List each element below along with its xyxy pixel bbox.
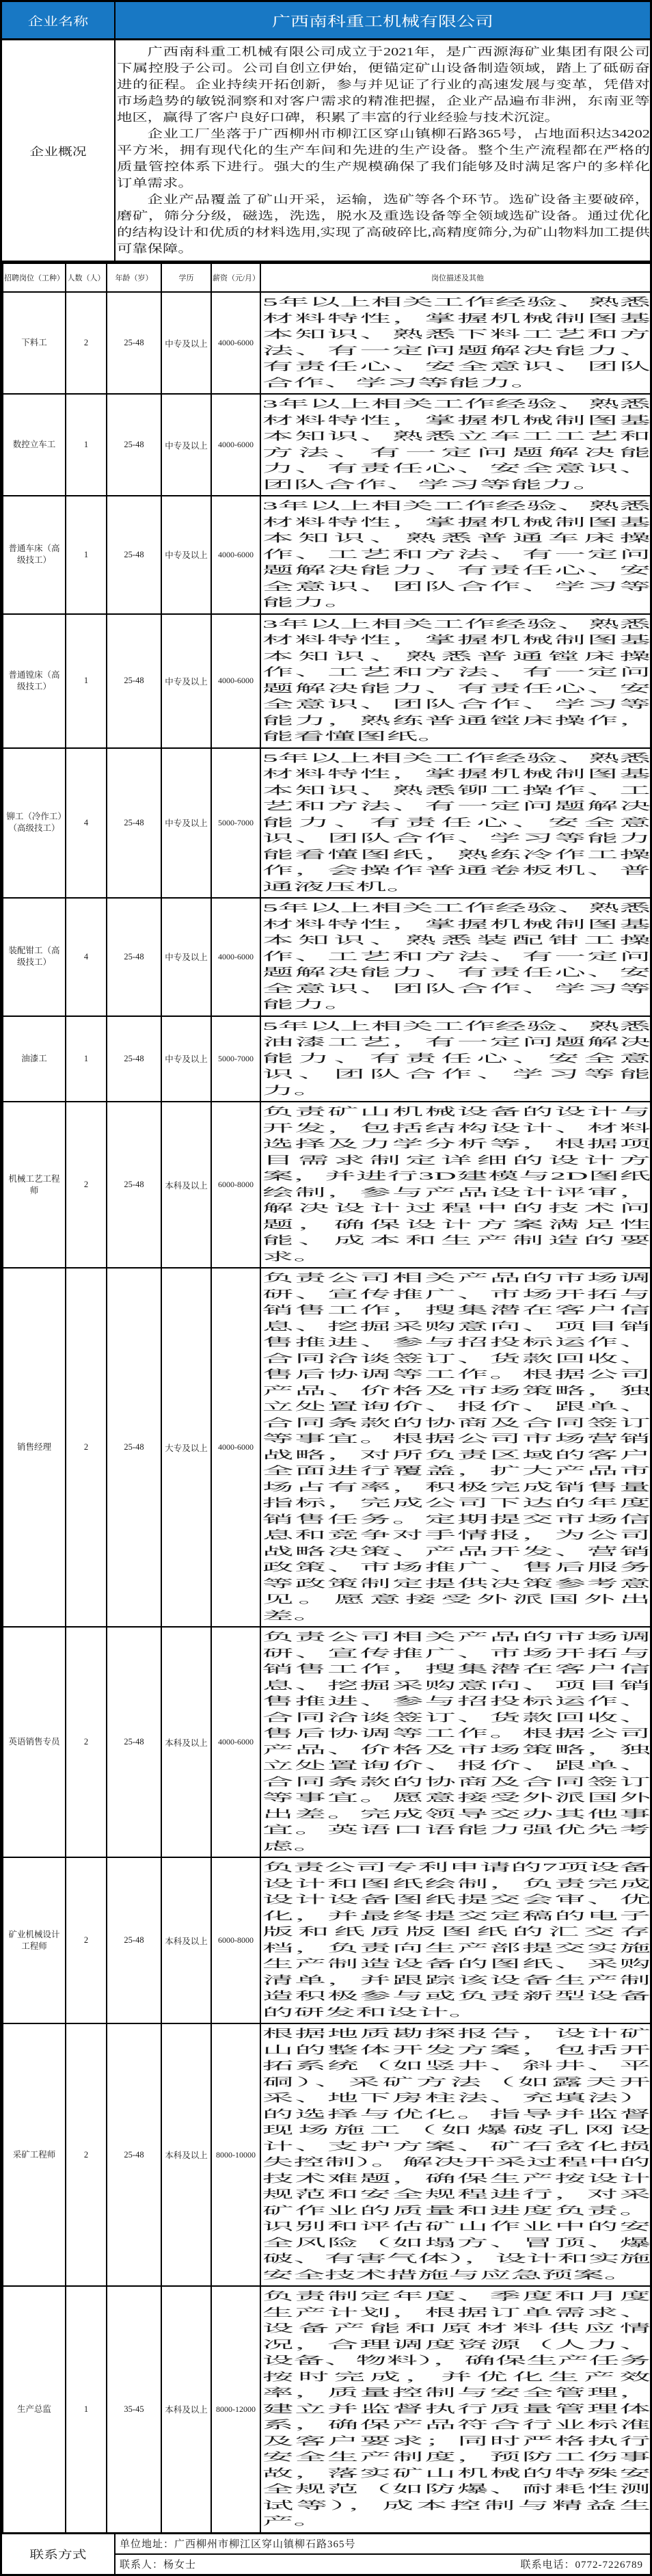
job-cell-count: 2 [66,1102,107,1268]
job-cell-education: 本科及以上 [161,1857,211,2023]
job-row [3,614,652,748]
job-description-text: 3年以上相关工作经验、熟悉材料特性，掌握机械制图基本知识、熟悉普通镗床操作、工艺和方法、有一定问题解决能力、有责任心、安全意识、团队合作、学习等能力，熟练普通镗床操作，能看懂图纸。 [262,618,651,743]
job-cell-title: 铆工（冷作工）（高级技工） [3,748,66,899]
jobs-header-title: 招聘岗位（工种） [3,263,66,292]
job-cell-count: 2 [66,292,107,394]
job-row [3,292,652,394]
job-cell-age: 25-48 [107,1268,161,1627]
job-description-text: 根据地质勘探报告，设计矿山的整体开发方案，包括开拓系统（如竖井、斜井、平硐）、采矿方法（如露天开采、地下房柱法、充填法）的选择与优化。指导并监督现场施工（如爆破孔网设计、支护方案、矿石贫化损失控制）。解决开采过程中的技术难题，确保生产按设计规范和安全规程进行，对采矿作业的质量和进度负责。识别和评估矿山作业中的安全风险（如塌方、冒顶、爆破、有害气体），设计和实施安全技术措施与应急预案。 [262,2028,651,2281]
job-row [3,2023,652,2286]
job-cell-title: 普通车床（高级技工） [3,496,66,614]
job-description-text: 3年以上相关工作经验、熟悉材料特性，掌握机械制图基本知识、熟悉普通车床操作、工艺和方法、有一定问题解决能力、有责任心、安全意识、团队合作、学习等能力。 [262,501,651,609]
job-cell-education: 中专及以上 [161,748,211,899]
job-cell-salary: 4000-6000 [211,898,260,1016]
contact-person-line [116,2555,650,2574]
job-cell-age: 25-48 [107,292,161,394]
profile-paragraph: 企业工厂坐落于广西柳州市柳江区穿山镇柳石路365号，占地面积达34202平方米，拥有现代化的生产车间和先进的生产设备。整个生产流程都在严格的质量管控体系下进行。强大的生产规模确保了我们能够及时满足客户的多样化订单需求。 [117,127,650,189]
job-cell-age: 35-45 [107,2286,161,2533]
job-cell-count: 1 [66,614,107,748]
job-cell-count: 2 [66,1268,107,1627]
job-cell-description [260,748,652,899]
jobs-table-body [3,292,652,2533]
job-cell-salary: 5000-7000 [211,1016,260,1102]
job-cell-title: 数控立车工 [3,394,66,496]
job-row [3,1016,652,1102]
jobs-header-description: 岗位描述及其他 [260,263,652,292]
job-row [3,1627,652,1857]
job-cell-age: 25-48 [107,1016,161,1102]
job-cell-education: 中专及以上 [161,898,211,1016]
job-cell-description [260,614,652,748]
job-cell-count: 2 [66,1627,107,1857]
job-cell-salary: 4000-6000 [211,614,260,748]
job-row [3,898,652,1016]
job-cell-salary: 4000-6000 [211,394,260,496]
job-cell-education: 本科及以上 [161,2023,211,2286]
job-cell-count: 1 [66,1016,107,1102]
job-description-text: 5年以上相关工作经验、熟悉材料特性，掌握机械制图基本知识、熟悉装配钳工操作、工艺和方法、有一定问题解决能力、有责任心、安全意识、团队合作、学习等能力。 [262,903,651,1011]
contact-address-value: 广西柳州市柳江区穿山镇柳石路365号 [174,2539,356,2550]
company-header-row [2,2,650,40]
job-cell-title: 机械工艺工程师 [3,1102,66,1268]
job-cell-count: 1 [66,496,107,614]
job-description-text: 负责公司相关产品的市场调研、宣传推广、市场开拓与销售工作，搜集潜在客户信息、挖掘采购意向、项目销售推进、参与招投标运作、合同洽谈签订、货款回收、售后协调等工作。根据公司产品、价格及市场策略，独立处置询价、报价、跟单、合同条款的协商及合同签订等事宜。愿意接受外派国外出差。完成领导交办其他事宜。英语口语能力强优先考虑。 [262,1632,651,1853]
company-name-label-cell [2,2,116,38]
contact-details [116,2534,650,2574]
job-row [3,496,652,614]
company-name-cell [116,2,650,38]
job-cell-age: 25-48 [107,2023,161,2286]
job-cell-title: 生产总监 [3,2286,66,2533]
contact-person-value: 杨女士 [163,2560,197,2571]
job-cell-description [260,898,652,1016]
job-cell-salary: 4000-6000 [211,292,260,394]
job-cell-age: 25-48 [107,394,161,496]
job-cell-education: 中专及以上 [161,614,211,748]
job-cell-age: 25-48 [107,1102,161,1268]
job-cell-title: 采矿工程师 [3,2023,66,2286]
job-row [3,1268,652,1627]
job-cell-education: 本科及以上 [161,1102,211,1268]
job-row [3,1102,652,1268]
job-cell-salary: 6000-8000 [211,1857,260,2023]
job-cell-education: 中专及以上 [161,496,211,614]
company-profile-row [2,40,650,263]
job-cell-description [260,1016,652,1102]
jobs-header-education: 学历 [161,263,211,292]
job-description-text: 5年以上相关工作经验、熟悉材料特性，掌握机械制图基本知识、熟悉铆工操作、工艺和方法、有一定问题解决能力、有责任心、安全意识、团队合作、学习等能力能看懂图纸，熟练冷作工操作，会操作普通卷板机、普通液压机。 [262,752,651,893]
company-profile-text [117,44,650,257]
job-cell-age: 25-48 [107,898,161,1016]
job-cell-description [260,1627,652,1857]
contact-label: 联系方式 [29,2549,87,2561]
job-cell-count: 2 [66,1857,107,2023]
job-cell-title: 下料工 [3,292,66,394]
job-description-text: 负责公司相关产品的市场调研、宣传推广、市场开拓与销售工作，搜集潜在客户信息、挖掘采购意向、项目销售推进、参与招投标运作、合同洽谈签订、货款回收、售后协调等工作。根据公司产品、价格及市场策略，独立处置询价、报价、跟单、合同条款的协商及合同签订等事宜。根据公司市场营销战略，对所负责区域的客户全面进行覆盖，扩大产品市场占有率，积极完成销售量指标，完成公司下达的年度销售任务。定期提交市场信息和竞争对手情报，为公司战略决策、产品开发、营销政策、市场推广、售后服务等政策制定提供决策参考意见。愿意接受外派国外出差。 [262,1273,651,1622]
contact-row [2,2534,650,2574]
job-cell-description [260,2286,652,2533]
job-description-text: 负责公司专利申请的7项设备设计和图纸绘制，负责完成设计设备图纸提交会审、优化，并最终提交定稿的电子版和纸质版图纸的汇交存档，负责向生产部提交实施生产制造设备的图纸、采购清单，并跟踪该设备生产制造积极参与或负责新型设备的研发和设计。 [262,1862,651,2019]
contact-phone [520,2557,643,2571]
job-cell-title: 矿业机械设计工程师 [3,1857,66,2023]
job-description-text: 3年以上相关工作经验、熟悉材料特性，掌握机械制图基本知识、熟悉立车工工艺和方法、有一定问题解决能力、有责任心、安全意识、团队合作、学习等能力。 [262,399,651,491]
job-cell-age: 25-48 [107,614,161,748]
job-cell-salary: 6000-8000 [211,1102,260,1268]
contact-person-label: 联系人： [120,2560,164,2571]
job-cell-description [260,292,652,394]
job-cell-education: 大专及以上 [161,1268,211,1627]
job-cell-salary: 4000-6000 [211,1627,260,1857]
company-name-label: 企业名称 [27,15,89,28]
job-description-text: 负责制定年度、季度和月度生产计划，根据订单需求、设备产能和原材料供应情况，合理调度资源（人力、设备、物料），确保生产任务按时完成，并优化生产效率，质量控制与安全管理，建立并监督执行质量管理体系，确保产品符合行业标准及客户要求；同时严格执行安全生产制度，预防工伤事故，落实矿山机械的特殊安全规范（如防爆、耐耗性测试等），成本控制与精益生产。 [262,2291,651,2527]
job-row [3,2286,652,2533]
job-cell-count: 4 [66,748,107,899]
job-cell-education: 中专及以上 [161,394,211,496]
company-profile-text-cell [116,40,650,261]
contact-person [120,2557,196,2571]
contact-address-label: 单位地址： [120,2539,175,2550]
job-cell-age: 25-48 [107,748,161,899]
job-cell-title: 普通镗床（高级技工） [3,614,66,748]
job-cell-salary: 8000-12000 [211,2286,260,2533]
job-cell-count: 2 [66,2023,107,2286]
job-cell-age: 25-48 [107,496,161,614]
job-cell-description [260,2023,652,2286]
job-cell-age: 25-48 [107,1857,161,2023]
job-cell-title: 销售经理 [3,1268,66,1627]
job-cell-salary: 8000-10000 [211,2023,260,2286]
contact-label-cell [2,2534,116,2574]
job-cell-title: 装配钳工（高级技工） [3,898,66,1016]
jobs-header-row [3,263,652,292]
job-cell-age: 25-48 [107,1627,161,1857]
job-cell-description [260,394,652,496]
job-description-text: 5年以上相关工作经验、熟悉材料特性，掌握机械制图基本知识、熟悉下料工艺和方法、有一定问题解决能力、有责任心、安全意识、团队合作、学习等能力。 [262,297,651,389]
job-row [3,748,652,899]
profile-paragraph: 企业产品覆盖了矿山开采，运输，选矿等各个环节。选矿设备主要破碎，磨矿，筛分分级，磁选，洗选，脱水及重选设备等全领域选矿设备。通过优化的结构设计和优质的材料选用,实现了高破碎比,高精度筛分,为矿山物料加工提供可靠保障。 [117,193,650,255]
jobs-header-count: 人数（人） [66,263,107,292]
job-cell-salary: 4000-6000 [211,1268,260,1627]
job-cell-salary: 4000-6000 [211,496,260,614]
company-profile-label: 企业概况 [29,146,87,158]
job-cell-count: 1 [66,2286,107,2533]
job-cell-description [260,1857,652,2023]
job-cell-education: 本科及以上 [161,1627,211,1857]
profile-paragraph: 广西南科重工机械有限公司成立于2021年，是广西源海矿业集团有限公司下属控股子公司。公司自创立伊始，便锚定矿山设备制造领域，踏上了砥砺奋进的征程。企业持续开拓创新，参与并见证了行业的高速发展与变革，凭借对市场趋势的敏锐洞察和对客户需求的精准把握，企业产品遍布非洲，东南亚等地区，赢得了客户良好口碑，积累了丰富的行业经验与技术沉淀。 [117,45,650,124]
jobs-table [2,263,652,2534]
job-cell-count: 1 [66,394,107,496]
company-name: 广西南科重工机械有限公司 [272,14,493,29]
company-profile-label-cell [2,40,116,261]
job-row [3,1857,652,2023]
jobs-header-age: 年龄（岁） [107,263,161,292]
job-description-text: 负责矿山机械设备的设计与开发，包括结构设计、材料选择及力学分析等，根据项目需求制定详细的设计方案，并进行3D建模与2D图纸绘制，参与产品设计评审，解决设计过程中的技术问题，确保设计方案满足性能、成本和生产制造的要求。 [262,1106,651,1263]
job-cell-description [260,1102,652,1268]
contact-phone-value: 0772-7226789 [575,2560,643,2571]
job-row [3,394,652,496]
job-cell-title: 英语销售专员 [3,1627,66,1857]
job-cell-description [260,496,652,614]
job-cell-description [260,1268,652,1627]
job-cell-count: 4 [66,898,107,1016]
contact-phone-label: 联系电话： [520,2560,575,2571]
job-cell-education: 中专及以上 [161,292,211,394]
job-cell-education: 中专及以上 [161,1016,211,1102]
job-cell-salary: 5000-7000 [211,748,260,899]
job-cell-title: 油漆工 [3,1016,66,1102]
job-cell-education: 本科及以上 [161,2286,211,2533]
jobs-header-salary: 薪资（元/月） [211,263,260,292]
contact-address-line [116,2534,650,2555]
job-description-text: 5年以上相关工作经验、熟悉油漆工艺，有一定问题解决能力、有责任心、安全意识、团队合作、学习等能力。 [262,1020,651,1097]
